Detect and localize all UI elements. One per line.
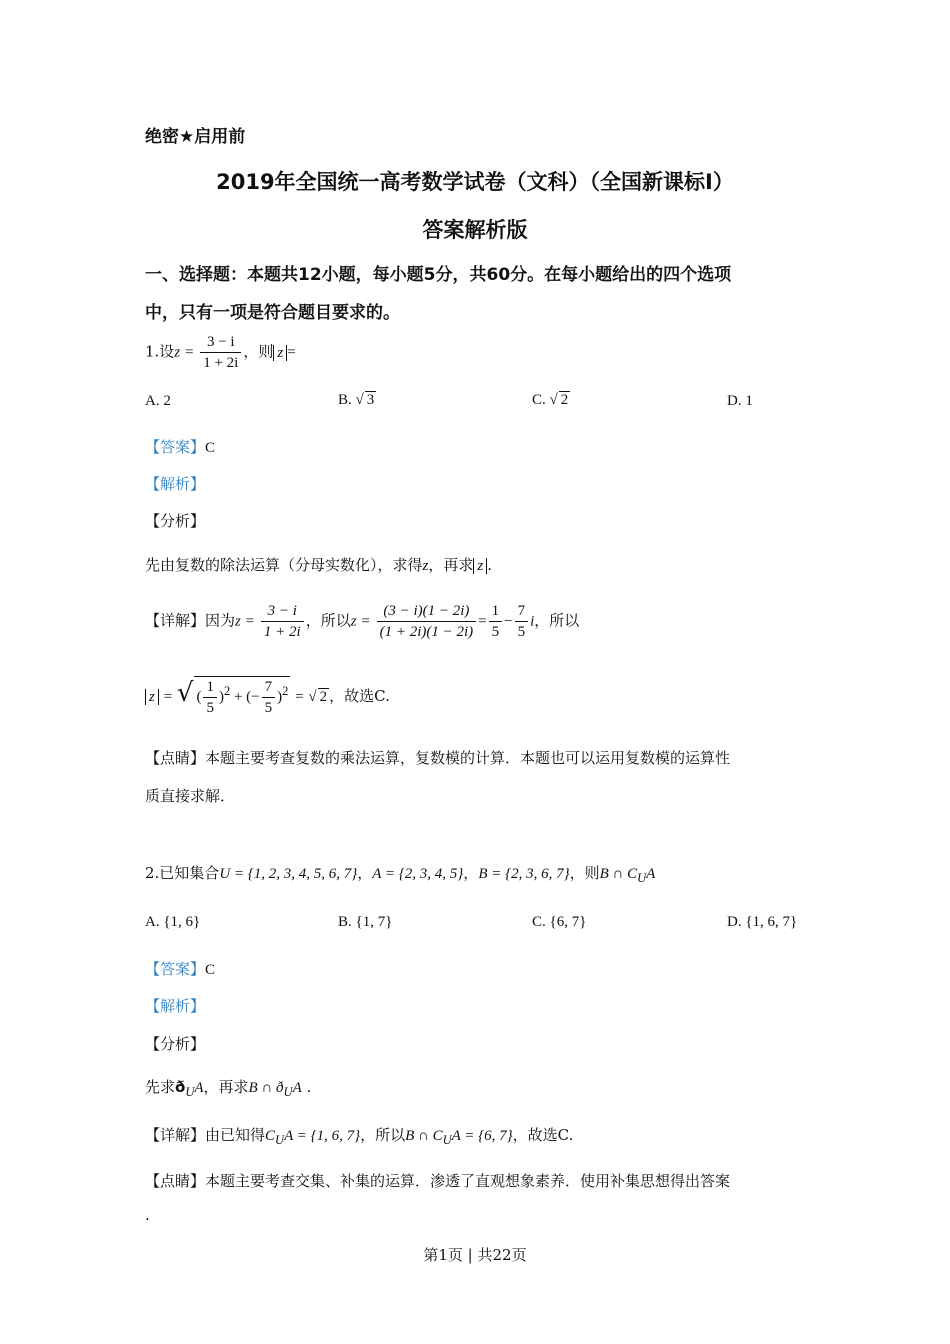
result: A = {6, 7} <box>451 1128 513 1144</box>
expr: B ∩ C <box>405 1128 443 1144</box>
math-abs-z: z <box>473 558 487 574</box>
text: . <box>306 1078 312 1096</box>
set-a: A = {2, 3, 4, 5} <box>372 866 464 882</box>
expr-tail: A <box>646 866 656 882</box>
text: 先求 <box>145 1078 176 1096</box>
text: 本题主要考查交集、补集的运算．渗透了直观想象素养．使用补集思想得出答案 <box>205 1172 731 1190</box>
option-letter: B. <box>338 392 352 408</box>
q1-fraction <box>200 332 241 373</box>
q2-option-d <box>727 914 797 931</box>
text: . <box>487 556 492 574</box>
page-footer: 第1页 | 共22页 <box>423 1246 527 1264</box>
text: ，则 <box>569 864 600 882</box>
line2-frac-1 <box>203 677 217 718</box>
answer-tag: 【答案】 <box>145 438 206 456</box>
complement-symbol: ð <box>175 1078 186 1096</box>
q1-option-d <box>727 393 753 410</box>
math-c: C <box>265 1128 276 1144</box>
q2-dianjing-line2: . <box>145 1206 150 1224</box>
option-value: {6, 7} <box>549 914 587 930</box>
detail-tag: 【详解】 <box>145 611 206 630</box>
q2-jiexi-tag: 【解析】 <box>145 997 206 1015</box>
answer-value: C <box>205 440 216 456</box>
q2-option-c <box>532 914 586 931</box>
text: ，所以 <box>360 1126 406 1144</box>
frac-den: 5 <box>206 700 214 716</box>
expr-sub: U <box>637 871 647 885</box>
math-z: z <box>422 558 429 574</box>
text: ，再求 <box>203 1078 249 1096</box>
option-value: 2 <box>560 392 569 408</box>
option-letter: D. <box>727 914 742 930</box>
q1-frac-num: 3 − i <box>200 332 241 353</box>
section-heading-line1: 一、选择题：本题共12小题，每小题5分，共60分。在每小题给出的四个选项 <box>145 265 732 285</box>
text: ，所以 <box>534 611 580 630</box>
math-a: A <box>292 1080 302 1096</box>
frac-den: 5 <box>264 700 273 716</box>
option-letter: B. <box>338 914 352 930</box>
q1-dianjing-line1 <box>145 747 730 768</box>
exam-subtitle: 答案解析版 <box>422 218 528 242</box>
expr: B ∩ ð <box>248 1080 284 1096</box>
q2-option-b <box>338 914 392 931</box>
exam-title: 2019年全国统一高考数学试卷（文科）（全国新课标Ⅰ） <box>216 170 734 194</box>
option-value: 2 <box>163 393 171 409</box>
q1-option-a <box>145 393 171 410</box>
q2-answer <box>145 958 215 979</box>
text: ，再求 <box>428 556 474 574</box>
dianjing-tag: 【点睛】 <box>145 1172 206 1190</box>
q1-fenxi-tag: 【分析】 <box>145 512 206 530</box>
detail-frac-4 <box>515 601 529 642</box>
line2-frac-2 <box>262 677 276 718</box>
frac-num: 3 − i <box>261 601 304 622</box>
q1-abs-z: z <box>273 345 287 361</box>
text: 2.已知集合 <box>145 864 220 882</box>
dianjing-tag: 【点睛】 <box>145 749 206 767</box>
q2-dianjing-line1 <box>145 1170 730 1191</box>
option-value: {1, 6, 7} <box>745 914 798 930</box>
q1-dianjing-line2: 质直接求解． <box>145 787 236 805</box>
q1-prefix: 1.设 <box>145 342 175 361</box>
q1-tail: = <box>287 344 296 361</box>
frac-num: 7 <box>262 677 276 698</box>
text: 先由复数的除法运算（分母实数化），求得 <box>145 556 423 574</box>
q1-stem <box>145 332 296 373</box>
detail-tag: 【详解】 <box>145 1126 206 1144</box>
option-value: 1 <box>745 393 753 409</box>
frac-num: 7 <box>515 601 529 622</box>
q1-answer <box>145 436 215 457</box>
detail-frac-3 <box>489 601 503 642</box>
math-a: A <box>194 1080 204 1096</box>
frac-num: 1 <box>203 677 217 698</box>
frac-num: 1 <box>489 601 503 622</box>
detail-frac-2 <box>377 601 477 642</box>
text: ，所以 <box>305 611 351 630</box>
option-value: 3 <box>366 392 375 408</box>
q1-option-b: B. √ 3 <box>338 392 375 408</box>
q1-then: ，则 <box>243 342 274 361</box>
q2-detail <box>145 1124 573 1148</box>
option-letter: C. <box>532 914 546 930</box>
section-heading-line2: 中，只有一项是符合题目要求的。 <box>145 303 400 323</box>
option-value: {1, 6} <box>163 914 201 930</box>
option-letter: A. <box>145 914 160 930</box>
q1-fenxi-text <box>145 554 492 575</box>
option-value: {1, 7} <box>355 914 393 930</box>
text: ，故选C. <box>329 686 390 705</box>
q1-z: z <box>174 344 181 361</box>
frac-num: (3 − i)(1 − 2i) <box>377 601 477 622</box>
answer-value: C <box>205 962 216 978</box>
text: 因为 <box>205 611 236 630</box>
frac-den: 1 + 2i <box>263 624 301 640</box>
q1-eq: = <box>184 344 194 361</box>
confidential-label: 绝密★启用前 <box>145 127 246 147</box>
result: 2 <box>319 688 328 705</box>
q1-jiexi-tag: 【解析】 <box>145 475 206 493</box>
sub: U <box>283 1085 293 1099</box>
frac-den: 5 <box>517 624 526 640</box>
expr: B ∩ C <box>599 866 638 882</box>
answer-tag: 【答案】 <box>145 960 206 978</box>
text: 本题主要考查复数的乘法运算，复数模的计算．本题也可以运用复数模的运算性 <box>205 749 731 767</box>
detail-frac-1 <box>261 601 304 642</box>
q1-frac-den: 1 + 2i <box>203 355 239 371</box>
sub: U <box>442 1133 452 1147</box>
text: 由已知得 <box>205 1126 266 1144</box>
q1-detail: 【详解】因为z = $\frac{3 - i}{1 + 2i}$ ，所以z = $\frac{(3 - i)(1 - 2i)}{(1 + 2i)(1 - 2i)}$ = $\frac{1}{5}$ − $\frac{7}{5}$ i，所以 <box>145 603 580 640</box>
set-b: B = {2, 3, 6, 7} <box>478 866 570 882</box>
option-letter: C. <box>532 392 546 408</box>
q2-stem: 2.已知集合U = {1, 2, 3, 4, 5, 6, 7}，A = {2, 3, 4, 5}，B = {2, 3, 6, 7}，则B ∩ $C_UA$ <box>145 864 656 885</box>
option-letter: D. <box>727 393 742 409</box>
set: A = {1, 6, 7} <box>284 1128 361 1144</box>
sub: U <box>185 1085 195 1099</box>
math-i: i <box>530 613 535 630</box>
frac-den: (1 + 2i)(1 − 2i) <box>379 624 474 640</box>
q2-fenxi-text <box>145 1076 311 1100</box>
set-u: U = {1, 2, 3, 4, 5, 6, 7} <box>219 866 358 882</box>
option-letter: A. <box>145 393 160 409</box>
q2-fenxi-tag: 【分析】 <box>145 1035 206 1053</box>
q1-option-c: C. √ 2 <box>532 392 569 408</box>
q1-detail-line2: z = √ ( $\frac{1}{5}$ )$^2$ + (− $\frac{7}{5}$ )$^2$ = √ 2 ，故选C. <box>145 676 390 718</box>
frac-den: 5 <box>491 624 500 640</box>
sub: U <box>275 1133 285 1147</box>
text: ，故选C. <box>512 1126 574 1144</box>
q2-option-a <box>145 914 200 931</box>
